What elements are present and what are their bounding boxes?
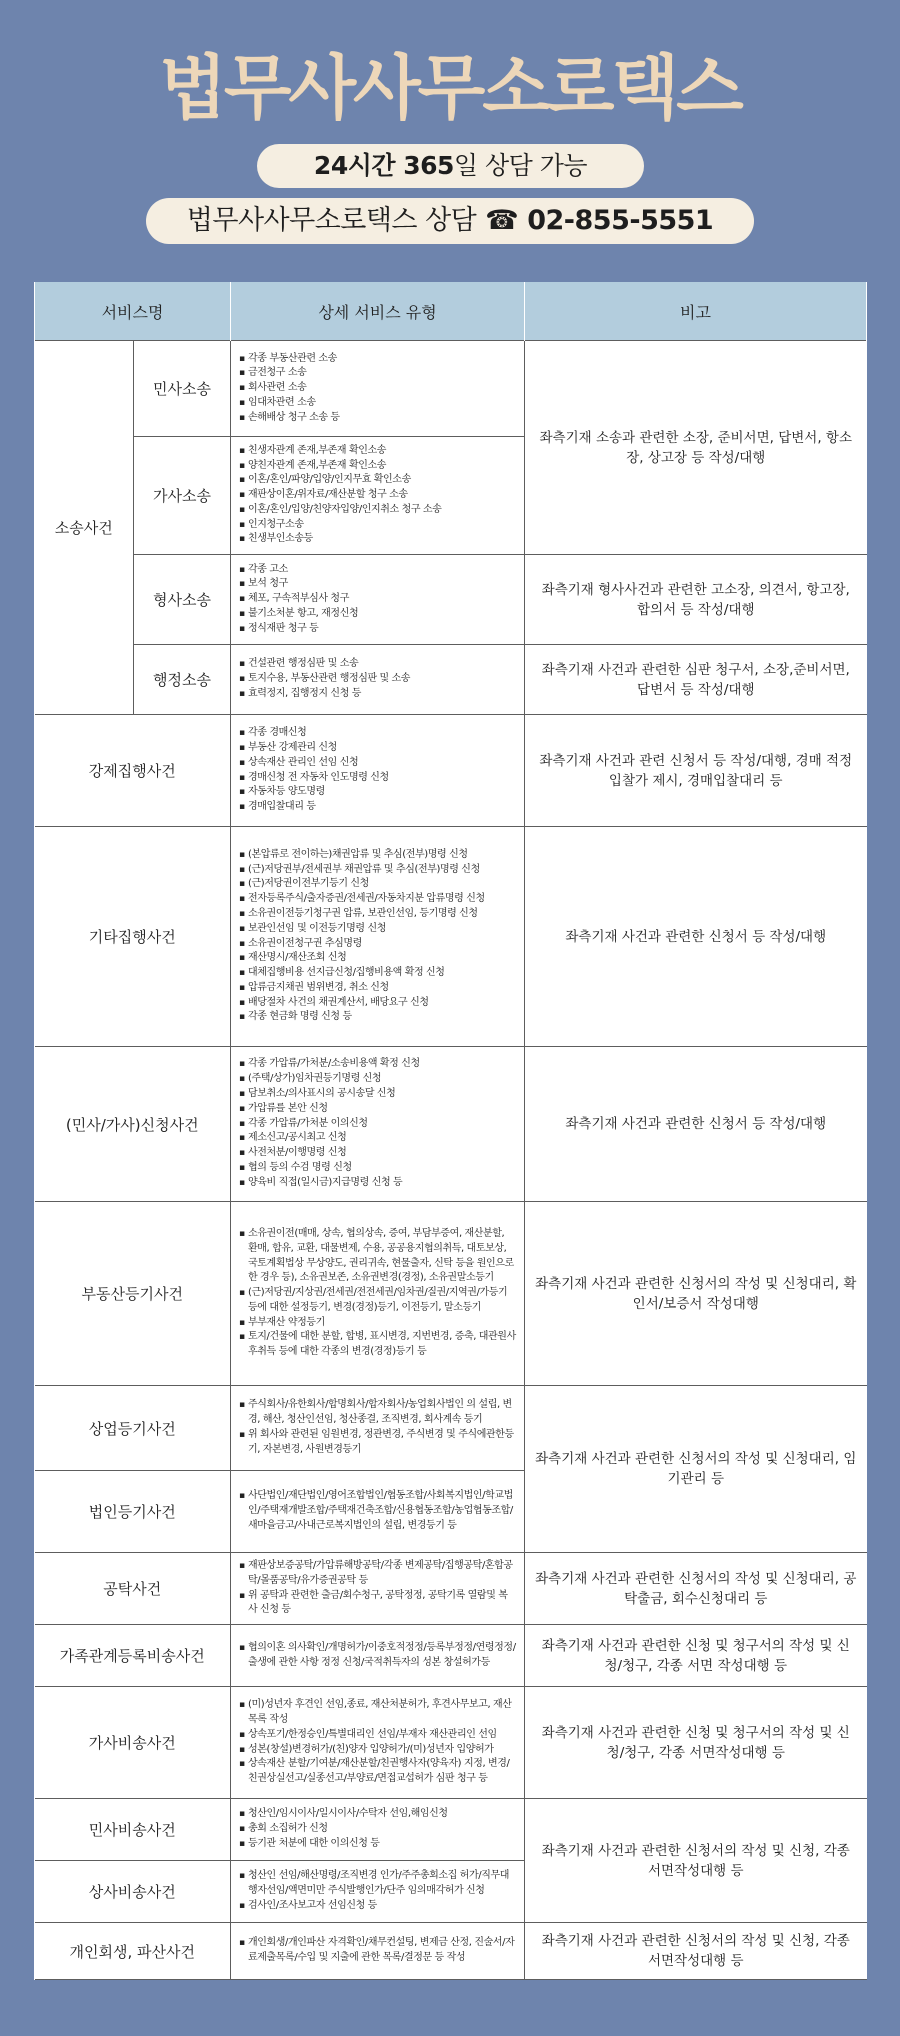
list-item: ▪ 불기소처분 항고, 재정신청 <box>239 607 516 622</box>
service-detail <box>231 1386 525 1471</box>
header-service-detail: 상세 서비스 유형 <box>231 282 525 341</box>
list-item: ▪ 사전처분/이행명령 신청 <box>239 1146 516 1161</box>
phone-number[interactable]: 02-855-5551 <box>527 205 714 236</box>
list-item: ▪ 검사인/조사보고자 선임신청 등 <box>239 1899 516 1914</box>
service-detail <box>231 715 525 827</box>
contact-label: 법무사사무소로택스 상담 <box>186 205 477 236</box>
service-name: 가사비송사건 <box>35 1687 231 1799</box>
list-item: ▪ 금전청구 소송 <box>239 366 516 381</box>
list-item: ▪ 부부재산 약정등기 <box>239 1316 516 1331</box>
header-note: 비고 <box>525 282 867 341</box>
service-name: 강제집행사건 <box>35 715 231 827</box>
list-item: ▪ 각종 현금화 명령 신청 등 <box>239 1010 516 1025</box>
contact-banner[interactable] <box>146 198 754 244</box>
service-detail <box>231 645 525 715</box>
service-note: 좌측기재 사건과 관련한 신청서의 작성 및 신청, 각종 서면작성대행 등 <box>525 1799 867 1923</box>
list-item: ▪ 정식재판 청구 등 <box>239 622 516 637</box>
list-item: ▪ 소유권이전(매매, 상속, 협의상속, 증여, 부담부증여, 재산분할, 환매, 합유, 교환, 대물변제, 수용, 공공용지협의취득, 대토보상, 국토계획법상 무상양도, 권리귀속, 현물출자, 신탁 등을 원인으로 한 경우 등), 소유권보존, 소유권변경(경정), 소유권말소등기 <box>239 1227 516 1286</box>
service-name: 공탁사건 <box>35 1553 231 1625</box>
list-item: ▪ 이혼/혼인/파양/입양/인지무효 확인소송 <box>239 473 516 488</box>
service-name: 민사비송사건 <box>35 1799 231 1861</box>
phone-icon: ☎ <box>485 205 519 236</box>
list-item: ▪ (근)저당권이전부기등기 신청 <box>239 877 516 892</box>
list-item: ▪ 상속재산 분할/기여분/재산분할/친권행사자(양육자) 지정, 변경/친권상실선고/실종선고/부양료/면접교섭허가 심판 청구 등 <box>239 1757 516 1787</box>
list-item: ▪ 소유권이전등기청구권 압류, 보관인선임, 등기명령 신청 <box>239 907 516 922</box>
list-item: ▪ 토지/건물에 대한 분할, 합병, 표시변경, 지번변경, 증축, 대관원사후취득 등에 대한 각종의 변경(경정)등기 등 <box>239 1330 516 1360</box>
list-item: ▪ 보관인선임 및 이전등기명령 신청 <box>239 922 516 937</box>
service-name: 민사소송 <box>134 341 231 437</box>
list-item: ▪ 배당절차 사건의 채권계산서, 배당요구 신청 <box>239 996 516 1011</box>
list-item: ▪ 부동산 강제관리 신청 <box>239 741 516 756</box>
list-item: ▪ 경매신청 전 자동차 인도명령 신청 <box>239 771 516 786</box>
list-item: ▪ 손해배상 청구 소송 등 <box>239 411 516 426</box>
list-item: ▪ 건설관련 행정심판 및 소송 <box>239 657 516 672</box>
list-item: ▪ 청산인 선임/해산명령/조직변경 인가/주주총회소집 허가/직무대행자선임/액면미만 주식발행인가/단주 임의매각허가 신청 <box>239 1869 516 1899</box>
list-item: ▪ 주식회사/유한회사/합명회사/합자회사/농업회사법인 의 설립, 변경, 해산, 청산인선임, 청산종결, 조직변경, 회사계속 등기 <box>239 1398 516 1428</box>
detail-list <box>239 444 516 548</box>
list-item: ▪ 상속재산 관리인 선임 신청 <box>239 756 516 771</box>
list-item: ▪ 압류금지채권 범위변경, 취소 신청 <box>239 981 516 996</box>
list-item: ▪ 담보취소/의사표시의 공시송달 신청 <box>239 1087 516 1102</box>
list-item: ▪ 각종 경매신청 <box>239 726 516 741</box>
list-item: ▪ (근)저당권부/전세권부 채권압류 및 추심(전부)명령 신청 <box>239 863 516 878</box>
services-table <box>34 282 867 1980</box>
list-item: ▪ 소유권이전청구권 추심명령 <box>239 937 516 952</box>
service-name: (민사/가사)신청사건 <box>35 1047 231 1202</box>
list-item: ▪ 재산명시/재산조회 신청 <box>239 951 516 966</box>
list-item: ▪ 임대차관련 소송 <box>239 396 516 411</box>
service-note: 좌측기재 사건과 관련한 신청서 등 작성/대행 <box>525 827 867 1047</box>
service-name: 형사소송 <box>134 555 231 645</box>
service-detail <box>231 341 525 437</box>
service-name: 개인회생, 파산사건 <box>35 1923 231 1980</box>
detail-list <box>239 1698 516 1787</box>
detail-list <box>239 1641 516 1671</box>
service-note: 좌측기재 사건과 관련한 신청서의 작성 및 신청대리, 임기관리 등 <box>525 1386 867 1553</box>
service-note: 좌측기재 사건과 관련한 신청서의 작성 및 신청대리, 공탁출금, 회수신청대리 등 <box>525 1553 867 1625</box>
header-service-name: 서비스명 <box>35 282 231 341</box>
detail-list <box>239 563 516 637</box>
service-detail <box>231 1471 525 1553</box>
hours-rest: 일 상담 가능 <box>453 151 588 180</box>
list-item: ▪ 협의 등의 수검 명령 신청 <box>239 1161 516 1176</box>
detail-list <box>239 1869 516 1913</box>
service-name: 기타집행사건 <box>35 827 231 1047</box>
hours-bold: 24시간 365 <box>313 151 454 180</box>
service-detail <box>231 827 525 1047</box>
list-item: ▪ 성본(창설)변경허가/(친)양자 입양허가/(미)성년자 입양허가 <box>239 1743 516 1758</box>
list-item: ▪ 가압류를 본안 신청 <box>239 1102 516 1117</box>
service-name: 가족관계등록비송사건 <box>35 1625 231 1687</box>
lawsuit-group-cell: 소송사건 <box>35 341 134 715</box>
list-item: ▪ 등기관 처분에 대한 이의신청 등 <box>239 1837 516 1852</box>
hours-banner <box>257 144 644 188</box>
list-item: ▪ 개인회생/개인파산 자격확인/채무컨설팅, 변제금 산정, 진술서/자료제출목록/수입 및 지출에 관한 목록/결정문 등 작성 <box>239 1936 516 1966</box>
service-name: 가사소송 <box>134 437 231 555</box>
list-item: ▪ (주택/상가)임차권등기명령 신청 <box>239 1072 516 1087</box>
list-item: ▪ (본압류로 전이하는)채권압류 및 추심(전부)명령 신청 <box>239 848 516 863</box>
list-item: ▪ 상속포기/한정승인/특별대리인 선임/부재자 재산관리인 선임 <box>239 1728 516 1743</box>
detail-list <box>239 1398 516 1457</box>
service-detail <box>231 437 525 555</box>
detail-list <box>239 726 516 815</box>
list-item: ▪ 제소신고/공시최고 신청 <box>239 1131 516 1146</box>
list-item: ▪ 양육비 직접(일시금)지급명령 신청 등 <box>239 1176 516 1191</box>
list-item: ▪ (미)성년자 후견인 선임,종료, 재산처분허가, 후견사무보고, 재산목록 작성 <box>239 1698 516 1728</box>
list-item: ▪ 이혼/혼인/입양/친양자입양/인지취소 청구 소송 <box>239 503 516 518</box>
service-detail <box>231 1687 525 1799</box>
list-item: ▪ 대체집행비용 선지급신청/집행비용액 확정 신청 <box>239 966 516 981</box>
list-item: ▪ 보석 청구 <box>239 577 516 592</box>
list-item: ▪ 총회 소집허가 신청 <box>239 1822 516 1837</box>
list-item: ▪ 위 회사와 관련된 임원변경, 정관변경, 주식변경 및 주식에관한등기, 자본변경, 사원변경등기 <box>239 1428 516 1458</box>
list-item: ▪ 재판상보증공탁/가압류해방공탁/각종 변제공탁/집행공탁/혼합공탁/몰품공탁/유가증권공탁 등 <box>239 1559 516 1589</box>
detail-list <box>239 1936 516 1966</box>
service-note: 좌측기재 소송과 관련한 소장, 준비서면, 답변서, 항소장, 상고장 등 작성/대행 <box>525 341 867 555</box>
service-detail <box>231 1047 525 1202</box>
detail-list <box>239 352 516 426</box>
service-detail <box>231 1202 525 1386</box>
service-note: 좌측기재 사건과 관련한 신청 및 청구서의 작성 및 신청/청구, 각종 서면작성대행 등 <box>525 1687 867 1799</box>
detail-list <box>239 848 516 1026</box>
service-note: 좌측기재 사건과 관련한 신청 및 청구서의 작성 및 신청/청구, 각종 서면 작성대행 등 <box>525 1625 867 1687</box>
service-name: 상업등기사건 <box>35 1386 231 1471</box>
list-item: ▪ 자동차등 양도명령 <box>239 785 516 800</box>
list-item: ▪ 인지청구소송 <box>239 518 516 533</box>
list-item: ▪ 협의이혼 의사확인/개명허가/이중호적정정/등록부정정/연령정정/출생에 관한 사항 정정 신청/국적취득자의 성본 창설허가등 <box>239 1641 516 1671</box>
detail-list <box>239 657 516 701</box>
service-note: 좌측기재 형사사건과 관련한 고소장, 의견서, 항고장, 합의서 등 작성/대행 <box>525 555 867 645</box>
page-title: 법무사사무소로택스 <box>159 47 741 129</box>
list-item: ▪ 위 공탁과 관련한 출금/회수청구, 공탁정정, 공탁기록 열람및 복사 신청 등 <box>239 1589 516 1619</box>
list-item: ▪ 재판상이혼/위자료/재산분할 청구 소송 <box>239 488 516 503</box>
detail-list <box>239 1489 516 1533</box>
list-item: ▪ 각종 가압류/가처분 이의신청 <box>239 1117 516 1132</box>
service-detail <box>231 1861 525 1923</box>
detail-list <box>239 1057 516 1190</box>
service-note: 좌측기재 사건과 관련한 신청서의 작성 및 신청대리, 확인서/보증서 작성대행 <box>525 1202 867 1386</box>
list-item: ▪ 회사관련 소송 <box>239 381 516 396</box>
service-detail <box>231 555 525 645</box>
service-name: 부동산등기사건 <box>35 1202 231 1386</box>
service-name: 상사비송사건 <box>35 1861 231 1923</box>
list-item: ▪ 체포, 구속적부심사 청구 <box>239 592 516 607</box>
detail-list <box>239 1559 516 1618</box>
service-name: 법인등기사건 <box>35 1471 231 1553</box>
detail-list <box>239 1807 516 1851</box>
list-item: ▪ (근)저당권/지상권/전세권/전전세권/임차권/질권/지역권/가등기 등에 대한 설정등기, 변경(경정)등기, 이전등기, 말소등기 <box>239 1286 516 1316</box>
list-item: ▪ 각종 고소 <box>239 563 516 578</box>
list-item: ▪ 전자등록주식/출자증권/전세권/자동차지분 압류명령 신청 <box>239 892 516 907</box>
service-detail <box>231 1553 525 1625</box>
list-item: ▪ 친생부인소송등 <box>239 532 516 547</box>
service-detail <box>231 1799 525 1861</box>
service-note: 좌측기재 사건과 관련 신청서 등 작성/대행, 경매 적정입찰가 제시, 경매입찰대리 등 <box>525 715 867 827</box>
list-item: ▪ 청산인/임시이사/일시이사/수탁자 선임,해임신청 <box>239 1807 516 1822</box>
list-item: ▪ 효력정지, 집행정지 신청 등 <box>239 687 516 702</box>
list-item: ▪ 각종 부동산관련 소송 <box>239 352 516 367</box>
service-detail <box>231 1625 525 1687</box>
list-item: ▪ 경매입찰대리 등 <box>239 800 516 815</box>
service-name: 행정소송 <box>134 645 231 715</box>
service-detail <box>231 1923 525 1980</box>
list-item: ▪ 각종 가압류/가처분/소송비용액 확정 신청 <box>239 1057 516 1072</box>
service-note: 좌측기재 사건과 관련한 신청서 등 작성/대행 <box>525 1047 867 1202</box>
list-item: ▪ 친생자관계 존재,부존재 확인소송 <box>239 444 516 459</box>
list-item: ▪ 양친자관계 존재,부존재 확인소송 <box>239 459 516 474</box>
list-item: ▪ 토지수용, 부동산관련 행정심판 및 소송 <box>239 672 516 687</box>
list-item: ▪ 사단법인/재단법인/영어조합법인/협동조합/사회복지법인/학교법인/주택재개발조합/주택재건축조합/신용협동조합/농업협동조합/새마을금고/사내근로복지법인의 설립, 변경등기 등 <box>239 1489 516 1533</box>
detail-list <box>239 1227 516 1360</box>
service-note: 좌측기재 사건과 관련한 심판 청구서, 소장,준비서면, 답변서 등 작성/대행 <box>525 645 867 715</box>
service-note: 좌측기재 사건과 관련한 신청서의 작성 및 신청, 각종 서면작성대행 등 <box>525 1923 867 1980</box>
